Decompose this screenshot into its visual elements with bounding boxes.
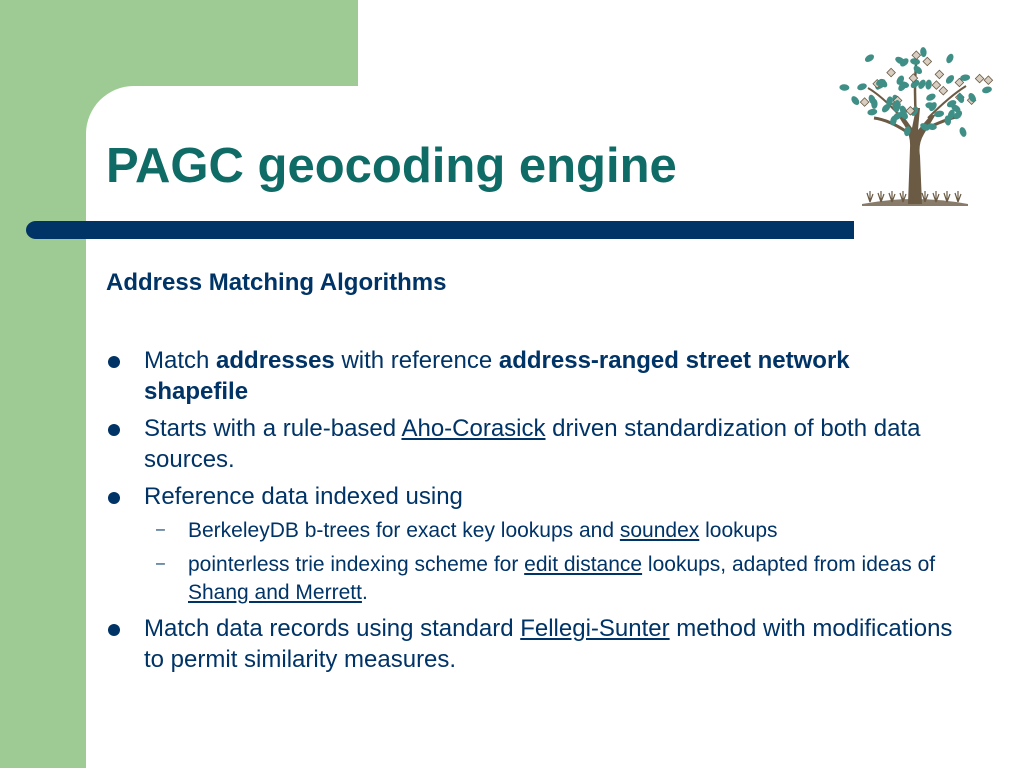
bullet-text: lookups, adapted from ideas of	[642, 553, 936, 576]
tree-leaf	[856, 82, 868, 91]
bullet-text: .	[361, 581, 368, 604]
tree-leaf	[981, 86, 992, 95]
tree-leaf	[850, 95, 861, 107]
tree-blossom	[923, 57, 931, 65]
tree-leaf	[867, 108, 878, 116]
tree-blossom	[860, 98, 868, 106]
grass-tuft	[944, 191, 950, 202]
tree-leaf	[958, 126, 967, 138]
bullet-text: with reference	[334, 347, 499, 374]
grass-tuft	[955, 191, 961, 202]
sub-bullet-item	[144, 517, 956, 545]
tree-logo-icon	[832, 38, 996, 210]
sub-bullet-list	[144, 517, 956, 607]
tree-leaf	[864, 53, 876, 64]
bullet-text: Starts with a rule-based	[144, 415, 402, 442]
bullet-text: pointerless trie indexing scheme for	[188, 553, 525, 576]
slide-subtitle: Address Matching Algorithms	[106, 269, 447, 296]
bullet-item	[106, 413, 956, 475]
hyperlink[interactable]: Aho-Corasick	[401, 415, 546, 442]
bullet-item	[106, 613, 956, 675]
bullet-item	[106, 481, 956, 607]
bold-text: address-ranged street network shapefile	[144, 347, 850, 405]
bullet-text: lookups	[699, 519, 778, 542]
tree-leaf	[944, 74, 955, 86]
bullet-text: Reference data indexed using	[144, 483, 463, 510]
bullet-list	[106, 345, 956, 675]
tree-leaf	[925, 92, 937, 102]
tree-leaf	[920, 47, 927, 58]
tree-blossom	[984, 76, 992, 84]
tree-blossom	[975, 74, 983, 82]
tree-blossom	[932, 81, 940, 89]
bold-text: addresses	[216, 347, 335, 374]
bullet-text: Match data records using standard	[144, 615, 521, 642]
sub-bullet-item	[144, 551, 956, 607]
bullet-text: Match	[144, 347, 217, 374]
hyperlink[interactable]: Fellegi-Sunter	[520, 615, 670, 642]
hyperlink[interactable]: soundex	[619, 519, 700, 542]
hyperlink[interactable]: edit distance	[524, 553, 643, 576]
bullet-text: BerkeleyDB b-trees for exact key lookups and	[188, 519, 620, 542]
tree-leaf	[945, 53, 955, 65]
tree-leaf	[839, 84, 850, 91]
grass-tuft	[867, 191, 873, 202]
grass-tuft	[878, 191, 884, 202]
tree-blossom	[939, 86, 947, 94]
bullet-item	[106, 345, 956, 407]
bullet-text: driven standardization of both data sources.	[144, 415, 921, 473]
tree-leaf	[925, 79, 933, 90]
slide-title: PAGC geocoding engine	[106, 139, 677, 193]
hyperlink[interactable]: Shang and Merrett	[188, 581, 362, 604]
bullet-text: method with modifications to permit similarity measures.	[144, 615, 953, 673]
tree-trunk	[896, 108, 936, 204]
bullet-content	[106, 345, 956, 681]
tree-blossom	[935, 70, 943, 78]
tree-blossom	[912, 51, 920, 59]
tree-blossom	[887, 68, 895, 76]
title-divider-bar	[26, 221, 854, 239]
